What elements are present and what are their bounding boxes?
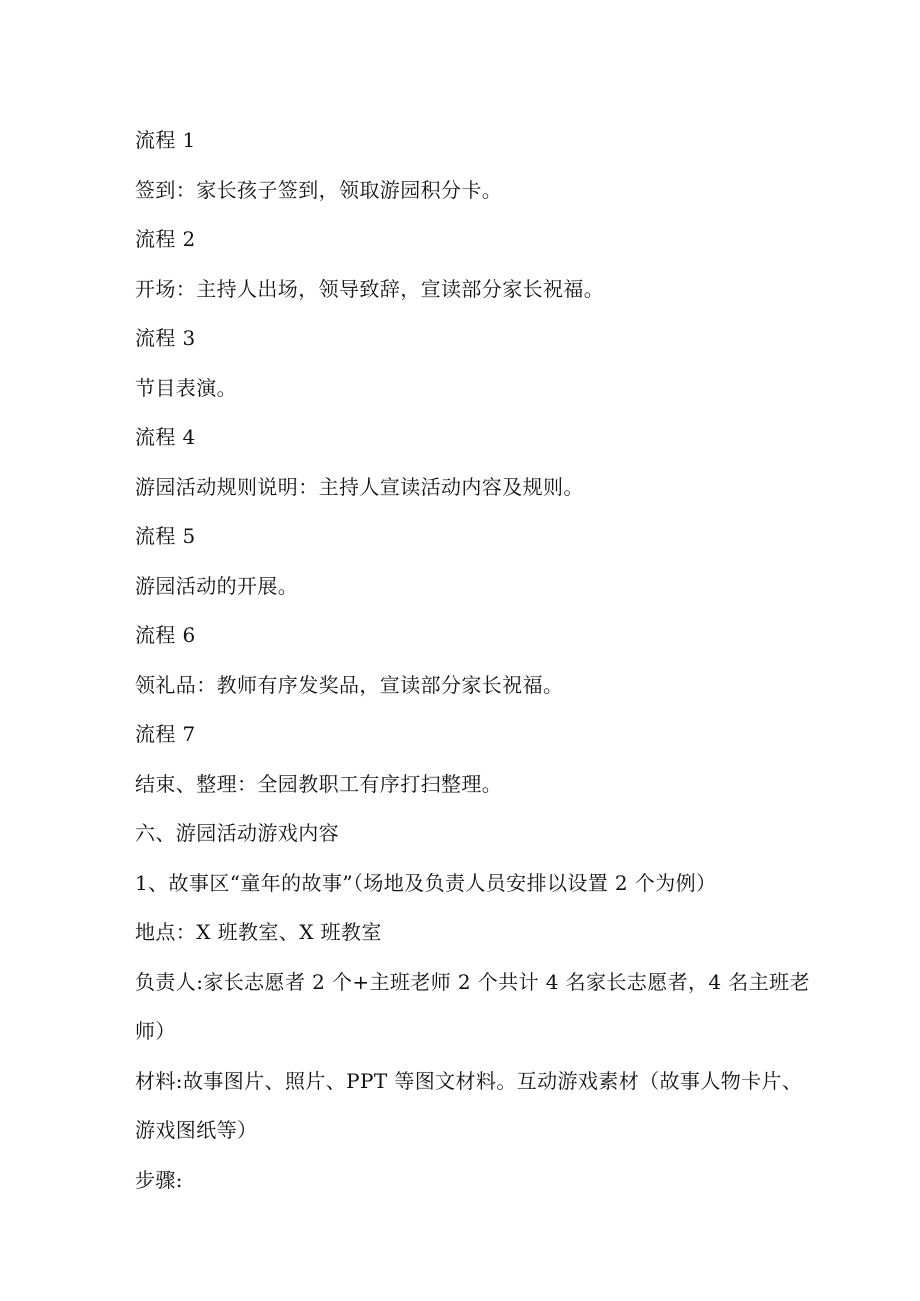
step-text-7: 结束、整理：全园教职工有序打扫整理。 bbox=[135, 771, 503, 796]
step-heading-6: 流程 6 bbox=[135, 623, 196, 647]
step-heading-7: 流程 7 bbox=[135, 722, 196, 746]
step-text-5: 游园活动的开展。 bbox=[135, 573, 299, 598]
step-heading-1: 流程 1 bbox=[135, 128, 196, 152]
section-heading: 六、游园活动游戏内容 bbox=[135, 821, 339, 845]
document-body bbox=[135, 116, 810, 1205]
subsection-heading: 1、故事区“童年的故事”（场地及负责人员安排以设置 2 个为例） bbox=[135, 870, 717, 895]
step-heading-3: 流程 3 bbox=[135, 326, 196, 350]
steps-label: 步骤: bbox=[135, 1167, 183, 1192]
step-heading-2: 流程 2 bbox=[135, 227, 196, 251]
location-text: 地点：X 班教室、X 班教室 bbox=[135, 920, 382, 944]
step-text-3: 节目表演。 bbox=[135, 375, 237, 400]
step-heading-5: 流程 5 bbox=[135, 524, 196, 548]
step-text-1: 签到：家长孩子签到，领取游园积分卡。 bbox=[135, 177, 503, 202]
responsible-text: 负责人:家长志愿者 2 个+主班老师 2 个共计 4 名家长志愿者，4 名主班老 bbox=[135, 969, 810, 994]
step-text-6: 领礼品：教师有序发奖品，宣读部分家长祝福。 bbox=[135, 672, 564, 697]
step-text-2: 开场：主持人出场，领导致辞，宣读部分家长祝福。 bbox=[135, 276, 605, 301]
step-heading-4: 流程 4 bbox=[135, 425, 196, 449]
step-text-4: 游园活动规则说明：主持人宣读活动内容及规则。 bbox=[135, 474, 584, 499]
materials-text: 材料:故事图片、照片、PPT 等图文材料。互动游戏素材（故事人物卡片、 bbox=[135, 1068, 803, 1093]
responsible-text-cont: 师） bbox=[135, 1019, 176, 1043]
materials-text-cont: 游戏图纸等） bbox=[135, 1118, 258, 1142]
